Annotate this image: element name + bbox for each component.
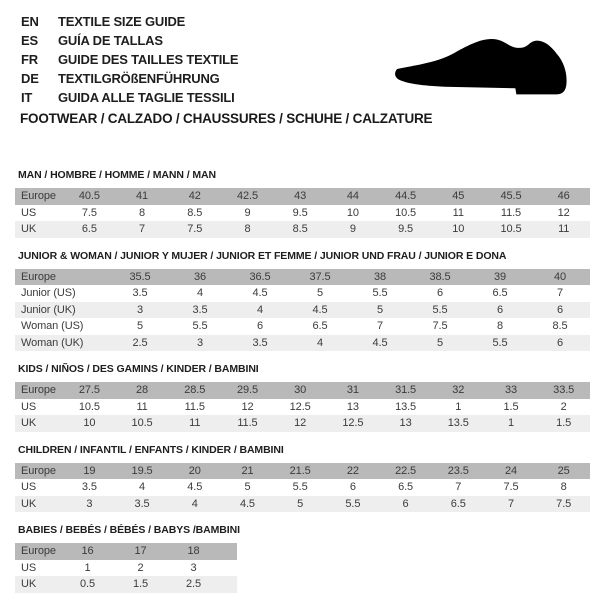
size-value-cell: 9.5 <box>398 223 414 236</box>
size-value-cell: 3 <box>136 303 144 316</box>
size-value-cell: 6.5 <box>312 320 328 333</box>
size-value-cell: 12.5 <box>289 400 311 413</box>
size-value-cell: 6 <box>436 287 444 300</box>
table-row <box>15 382 590 399</box>
size-value-cell: 7.5 <box>503 481 519 494</box>
size-value-cell: 1.5 <box>556 417 572 430</box>
language-label: GUÍA DE TALLAS <box>58 33 163 48</box>
size-value-cell: 11 <box>452 206 464 219</box>
size-table-section <box>15 525 590 593</box>
size-value-cell: 32 <box>452 384 465 397</box>
table-row <box>15 576 237 593</box>
size-value-cell: 21.5 <box>289 464 311 477</box>
row-label-cell: US <box>21 561 37 574</box>
size-value-cell: 7.5 <box>432 320 448 333</box>
size-value-cell: 5.5 <box>372 287 388 300</box>
size-value-cell: 10.5 <box>395 206 417 219</box>
size-value-cell: 5.5 <box>192 320 208 333</box>
size-value-cell: 22 <box>346 464 359 477</box>
size-value-cell: 11.5 <box>184 400 205 413</box>
size-value-cell: 12 <box>294 417 307 430</box>
size-value-cell: 2.5 <box>132 336 148 349</box>
size-value-cell: 20 <box>188 464 201 477</box>
size-value-cell: 42.5 <box>236 190 258 203</box>
language-line <box>21 12 238 31</box>
size-value-cell: 45 <box>452 190 465 203</box>
size-table <box>15 269 590 352</box>
row-label-cell: UK <box>21 578 37 591</box>
size-tables <box>15 170 590 606</box>
size-value-cell: 6 <box>556 336 564 349</box>
table-row <box>15 496 590 513</box>
row-label-cell: Europe <box>21 545 56 558</box>
size-value-cell: 28 <box>136 384 149 397</box>
size-value-cell: 4.5 <box>239 497 255 510</box>
size-value-cell: 5.5 <box>345 497 361 510</box>
table-row <box>15 463 590 480</box>
size-value-cell: 36.5 <box>249 270 271 283</box>
size-table-title: CHILDREN / INFANTIL / ENFANTS / KINDER / BAMBINI <box>18 443 284 456</box>
size-value-cell: 22.5 <box>395 464 417 477</box>
size-table-title: JUNIOR & WOMAN / JUNIOR Y MUJER / JUNIOR ET FEMME / JUNIOR UND FRAU / JUNIOR E DONA <box>18 249 507 262</box>
size-value-cell: 1.5 <box>503 400 519 413</box>
table-row <box>15 205 590 222</box>
size-value-cell: 6 <box>402 497 409 510</box>
size-value-cell: 7 <box>376 320 384 333</box>
size-value-cell: 4.5 <box>252 287 268 300</box>
size-value-cell: 17 <box>134 545 147 558</box>
row-label-cell: US <box>21 481 37 494</box>
size-value-cell: 8 <box>496 320 504 333</box>
row-label-cell: Junior (UK) <box>21 303 76 316</box>
size-table-title: KIDS / NIÑOS / DES GAMINS / KINDER / BAMBINI <box>18 363 259 375</box>
size-value-cell: 40.5 <box>78 190 100 203</box>
language-code: FR <box>21 52 38 67</box>
size-value-cell: 18 <box>187 545 200 558</box>
size-table-section <box>15 364 590 432</box>
size-value-cell: 5 <box>316 287 324 300</box>
size-value-cell: 2 <box>137 561 144 574</box>
size-value-cell: 19 <box>83 464 96 477</box>
size-value-cell: 46 <box>557 190 570 203</box>
table-row <box>15 318 590 335</box>
row-label-cell: Woman (US) <box>21 320 84 333</box>
size-value-cell: 4 <box>191 497 198 510</box>
language-code: ES <box>21 33 38 48</box>
size-table <box>15 382 590 432</box>
size-value-cell: 11 <box>558 223 570 236</box>
size-value-cell: 0.5 <box>80 578 95 591</box>
size-value-cell: 1 <box>84 561 91 574</box>
size-value-cell: 7.5 <box>81 206 97 219</box>
language-code: DE <box>21 71 39 86</box>
size-value-cell: 3.5 <box>134 497 150 510</box>
size-value-cell: 10 <box>83 417 96 430</box>
row-label-cell: UK <box>21 497 37 510</box>
size-value-cell: 5 <box>136 320 144 333</box>
size-value-cell: 4 <box>316 336 324 349</box>
dress-shoe-icon <box>394 31 574 101</box>
size-value-cell: 10.5 <box>500 223 522 236</box>
size-value-cell: 10.5 <box>131 417 153 430</box>
size-value-cell: 38.5 <box>429 270 451 283</box>
size-value-cell: 1 <box>507 417 514 430</box>
row-label-cell: Junior (US) <box>21 287 76 300</box>
table-row <box>15 479 590 496</box>
row-label-cell: Europe <box>21 270 56 283</box>
size-value-cell: 41 <box>136 190 149 203</box>
size-value-cell: 8.5 <box>292 223 308 236</box>
size-value-cell: 40 <box>553 270 567 283</box>
size-table-section <box>15 445 590 513</box>
size-table-title: MAN / HOMBRE / HOMME / MANN / MAN <box>18 169 216 181</box>
size-table-section <box>15 251 590 352</box>
language-code: IT <box>21 90 33 105</box>
size-table <box>15 463 590 513</box>
size-value-cell: 3.5 <box>192 303 208 316</box>
size-value-cell: 6.5 <box>450 497 466 510</box>
size-value-cell: 36 <box>193 270 207 283</box>
size-value-cell: 8 <box>139 206 146 219</box>
size-value-cell: 8 <box>560 481 567 494</box>
size-value-cell: 11 <box>189 417 201 430</box>
language-code: EN <box>21 14 39 29</box>
size-value-cell: 21 <box>241 464 254 477</box>
table-row <box>15 399 590 416</box>
size-value-cell: 6 <box>256 320 264 333</box>
table-row <box>15 188 590 205</box>
size-value-cell: 6 <box>496 303 504 316</box>
size-value-cell: 28.5 <box>184 384 206 397</box>
size-value-cell: 11.5 <box>500 206 522 219</box>
size-table-section <box>15 170 590 238</box>
size-value-cell: 12 <box>241 400 254 413</box>
size-value-cell: 27.5 <box>78 384 100 397</box>
language-label: GUIDE DES TAILLES TEXTILE <box>58 52 239 67</box>
table-row <box>15 302 590 319</box>
row-label-cell: Europe <box>21 384 56 397</box>
size-value-cell: 7.5 <box>187 223 203 236</box>
size-value-cell: 37.5 <box>309 270 331 283</box>
size-value-cell: 5.5 <box>492 336 508 349</box>
size-value-cell: 7.5 <box>556 497 572 510</box>
size-value-cell: 9 <box>349 223 356 236</box>
size-value-cell: 6.5 <box>398 481 414 494</box>
table-row <box>15 543 237 560</box>
size-value-cell: 4.5 <box>312 303 328 316</box>
size-value-cell: 7 <box>556 287 564 300</box>
size-value-cell: 3.5 <box>252 336 268 349</box>
size-value-cell: 25 <box>557 464 570 477</box>
size-value-cell: 39 <box>493 270 507 283</box>
size-value-cell: 8.5 <box>552 320 568 333</box>
size-value-cell: 9 <box>244 206 251 219</box>
row-label-cell: Europe <box>21 190 56 203</box>
size-value-cell: 2 <box>560 400 567 413</box>
size-value-cell: 13.5 <box>447 417 469 430</box>
size-value-cell: 3 <box>190 561 197 574</box>
size-value-cell: 5 <box>376 303 384 316</box>
size-value-cell: 6 <box>349 481 356 494</box>
size-table <box>15 543 237 593</box>
row-label-cell: UK <box>21 223 37 236</box>
language-line <box>21 31 238 50</box>
row-label-cell: Europe <box>21 464 56 477</box>
size-value-cell: 5 <box>297 497 304 510</box>
size-value-cell: 12 <box>557 206 570 219</box>
size-value-cell: 5 <box>436 336 444 349</box>
size-value-cell: 3.5 <box>132 287 148 300</box>
row-label-cell: US <box>21 400 37 413</box>
row-label-cell: UK <box>21 417 37 430</box>
table-row <box>15 269 590 286</box>
size-value-cell: 33.5 <box>553 384 575 397</box>
size-value-cell: 23.5 <box>447 464 469 477</box>
size-value-cell: 6.5 <box>81 223 97 236</box>
size-value-cell: 44.5 <box>395 190 417 203</box>
size-value-cell: 38 <box>373 270 387 283</box>
size-table-title: BABIES / BEBÉS / BÉBÉS / BABYS /BAMBINI <box>18 524 240 536</box>
size-value-cell: 29.5 <box>236 384 258 397</box>
table-row <box>15 560 237 577</box>
size-value-cell: 31 <box>346 384 359 397</box>
size-value-cell: 5 <box>244 481 251 494</box>
size-table <box>15 188 590 238</box>
size-value-cell: 10 <box>452 223 465 236</box>
size-value-cell: 5.5 <box>432 303 448 316</box>
language-line <box>21 50 238 69</box>
language-header <box>21 12 238 107</box>
size-value-cell: 35.5 <box>129 270 151 283</box>
category-title: FOOTWEAR / CALZADO / CHAUSSURES / SCHUHE / CALZATURE <box>20 111 433 126</box>
language-label: TEXTILGRÖßENFÜHRUNG <box>58 71 220 86</box>
size-value-cell: 4 <box>256 303 264 316</box>
size-value-cell: 3.5 <box>81 481 97 494</box>
size-value-cell: 3 <box>196 336 204 349</box>
language-label: GUIDA ALLE TAGLIE TESSILI <box>58 90 235 105</box>
size-value-cell: 1 <box>455 400 462 413</box>
size-value-cell: 8.5 <box>187 206 203 219</box>
size-value-cell: 4.5 <box>372 336 388 349</box>
size-value-cell: 45.5 <box>500 190 522 203</box>
size-value-cell: 4 <box>196 287 204 300</box>
size-value-cell: 19.5 <box>131 464 153 477</box>
size-value-cell: 5.5 <box>292 481 308 494</box>
language-label: TEXTILE SIZE GUIDE <box>58 14 186 29</box>
size-value-cell: 11.5 <box>237 417 258 430</box>
size-value-cell: 8 <box>244 223 251 236</box>
size-value-cell: 10 <box>346 206 359 219</box>
size-value-cell: 13 <box>399 417 412 430</box>
size-value-cell: 7 <box>139 223 146 236</box>
size-value-cell: 13 <box>346 400 359 413</box>
size-value-cell: 4.5 <box>187 481 203 494</box>
language-line <box>21 88 238 107</box>
size-value-cell: 6 <box>556 303 564 316</box>
size-value-cell: 16 <box>81 545 94 558</box>
size-value-cell: 31.5 <box>395 384 417 397</box>
size-value-cell: 30 <box>294 384 307 397</box>
table-row <box>15 415 590 432</box>
size-value-cell: 24 <box>504 464 517 477</box>
size-value-cell: 44 <box>346 190 359 203</box>
size-value-cell: 12.5 <box>342 417 364 430</box>
size-value-cell: 10.5 <box>78 400 100 413</box>
size-value-cell: 4 <box>139 481 146 494</box>
size-value-cell: 3 <box>86 497 93 510</box>
table-row <box>15 285 590 302</box>
size-value-cell: 13.5 <box>395 400 417 413</box>
size-value-cell: 1.5 <box>133 578 148 591</box>
table-row <box>15 221 590 238</box>
size-value-cell: 42 <box>188 190 201 203</box>
size-value-cell: 9.5 <box>292 206 308 219</box>
size-value-cell: 7 <box>455 481 462 494</box>
size-value-cell: 2.5 <box>186 578 201 591</box>
language-line <box>21 69 238 88</box>
table-row <box>15 335 590 352</box>
row-label-cell: Woman (UK) <box>21 336 84 349</box>
size-value-cell: 43 <box>294 190 307 203</box>
size-value-cell: 7 <box>507 497 514 510</box>
size-value-cell: 33 <box>504 384 517 397</box>
row-label-cell: US <box>21 206 37 219</box>
size-value-cell: 6.5 <box>492 287 508 300</box>
size-value-cell: 11 <box>136 400 148 413</box>
